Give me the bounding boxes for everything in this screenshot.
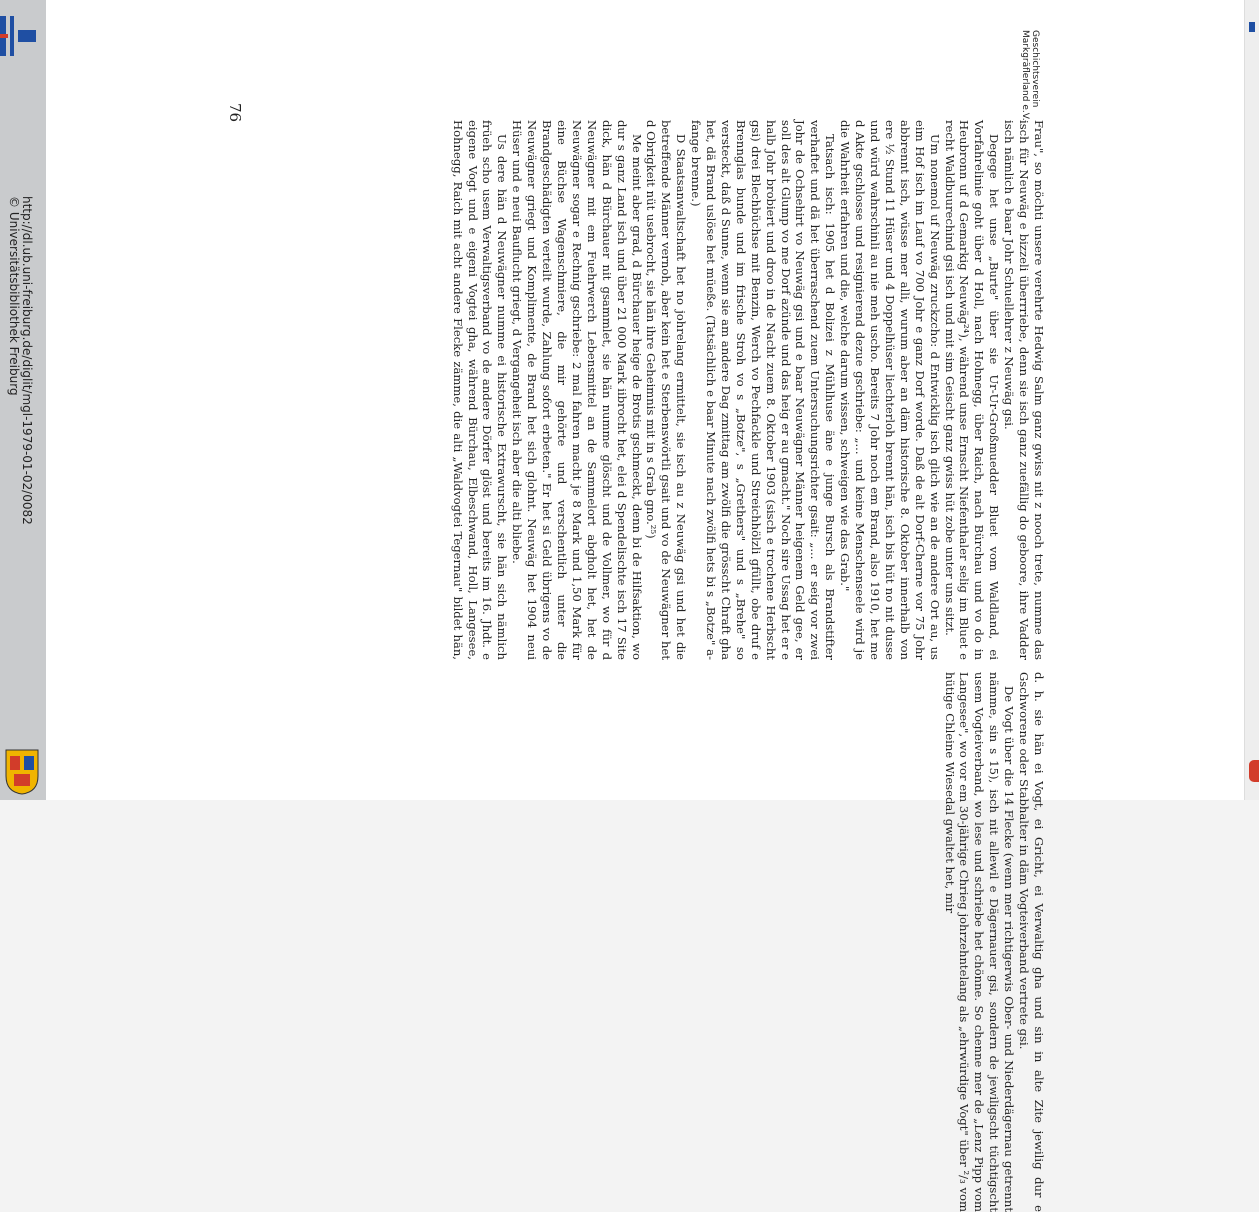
url-line[interactable]: http://dl.ub.uni-freiburg.de/diglit/mgl-1979-01-02/0082 — [20, 196, 34, 525]
flag-icon — [1249, 22, 1255, 32]
paragraph: D Staatsanwaltschaft het no johrelang ermittelt, sie isch au z Neuwäg gsi und het die betreffende Männer vernoh, aber kein het e Sterbenswörtli gsait und vo de Neuwägner het d Obrigkeit nüt usebrocht, sie hän ihre Geheimnis mit in s Grab gno.²⁵) — [644, 120, 689, 660]
paragraph: Me meint aber grad, d Bürchauer heige de Brotis gschmeckt, denn bi de Hilfsaktion, wo dur s ganz Land isch und über 21 000 Mark iibrocht het, elei d Spendelischte isch 17 Site dick, hän d Bürchauer nit gsammlet, sie hän numme glöscht und de Vollmer, wo für d Neuwägner mit em Fuehrwerch Lebensmittel an de Sammelort abgholt het, het de Neuwägner sogar e Rechnig gschriebe: 2 mal fahren macht je 8 Mark und 1,50 Mark für eine Büchse Wagenschmiere, die mir gehörte und verschentlich unter die Brandgeschädigten verteilt wurde, Zahlung sofort erbeten." Er het si Geld übrigens vo de Neuwägner griegt und Komplimente, de Brand het sich glohnt. Neuwäg het 1904 neui Hüser und e neui Bauflucht griegt, d Vergangeheit isch aber die alti bliebe. — [510, 120, 644, 660]
society-name: Geschichtsverein Markgräflerland e.V. — [1020, 30, 1040, 121]
copyright-line: © Universitätsbibliothek Freiburg — [7, 196, 21, 396]
seal-icon — [1249, 760, 1259, 782]
paragraph: Um nonemol uf Neuwäg zruckzcho: d Entwicklig isch glich wie an de andere Ort au, us eim Hof isch im Lauf vo 700 Johr e ganz Dorf worde. Daß de alt Dorf-Cherne vor 75 Johr abbrennt isch, wüsse mer alli, wurum aber an däm historische 8. Oktober innerhalb von ere ½ Stund 11 Hüser und 4 Doppelhüser liechterloh brennt hän, isch bis hüt no nit dusse und würd wahrschinli au nie meh uscho. Bereits 7 Johr noch em Brand, also 1910, het me d Akte gschlosse und resignierend dezue gschriebe: „... und keine Menschenseele wird je die Wahrheit erfahren und die, welche darum wissen, schweigen wie das Grab." — [838, 120, 942, 660]
paragraph: Frau", so möchti unsere verehrte Hedwig Salm ganz gwiss nit z nooch trete, numme das isch für Neuwäg e bizzeli überrriebe, denn sie isch ganz zuefällig do geboore, ihre Vadder isch nämlich e baar Johr Schuellehrer z Neuwäg gsi. — [1002, 120, 1046, 660]
university-logo-icon — [0, 14, 38, 58]
society-crest-icon — [4, 748, 40, 796]
paragraph: Tatsach isch: 1905 het d Bolizei z Mühlhuse äne e junge Bursch als Brandstifter verhaftet und dä het überraschend zuem Untersuchungsrichter gsait: „... er seig vor zwei Johr de Ochsehirt vo Neuwäg gsi und e baar Neuwägner Männer heigenem Geld gee, er soll des alt Glump vo me Dorf azünde und das heig er au gmacht." Noch sire Ussag het er e halb Johr brobiert und droo in de Nacht zuem 8. Oktober 1903 (sisch e trochene Herbscht gsi) drei Blechbüchse mit Benzin, Werch vo Pechfackle und Streichhölzli gfüllt, obe druf e Brennglas bunde und im frische Stroh vo s „Botze", s „Grethers" und s „Brehe" so versteckt, daß d Sunne, wenn sie am andere Dag zmittag am zwölfi die grösscht Chraft gha het, dä Brand uslöse het müeße. (Tatsächlich e baar Minute nach zwölfi hets bi s „Botze" a-fange brenne.) — [689, 120, 838, 660]
viewer-sidebar — [0, 0, 46, 800]
paragraph: Us dere hän d Neuwägner numme ei historische Extrawurscht, sie hän sich nämlich früeh scho usem Verwaltigsverband vo de andere Dörfer glöst und bereits im 16. Jhdt. e eigene Vogt und e eigeni Vogtei gha, während Bürchau, Elbeschwand, Holl, Langesee, Hohnegg, Raich mit acht andere Flecke zämme, die alti „Waldvogtei Tegernau" bildet hän, d. h. sie hän ei Vogt, ei Gricht, ei Verwaltig gha und sin in alte Zite jewilig dur e Gschworene oder Stabhalter in däm Vogteiverband vertrete gsi. — [450, 120, 1046, 1212]
viewer-right-edge — [1244, 0, 1259, 800]
page-number: 76 — [226, 103, 244, 123]
page-text — [426, 120, 1046, 1212]
paragraph: Degege het unse „Burte" über sie Ur-Ur-Großmuedder Bluet vom Waldland, ei Vorfahrelinie goht über d Holl, nach Hohnegg, über Raich, nach Bürchau und vo do in Heubronn uf d Gemarkig Neuwäg²⁴), während unse Ernscht Niefenthaler selig im Bluet e recht Waldbuurechind gsi isch und mit sim Geischt ganz gwiss hüt zobe unter uns sitzt. — [942, 120, 1002, 660]
scanned-page — [46, 0, 1259, 1212]
paragraph: De Vogt über die 14 Flecke (wenn mer richtigerwis Ober- und Niederdägernau getrennt nämme, sin s 15), isch nit allewil e Dägernauer gsi, sondern de jewiligscht tüchtigscht usem Vogteiverband, wo lese und schriebe het chönne. So chenne mer de „Lenz Pipp vom Langesee", wo vor em 30-jährige Chrieg johrzehntelang als „ehrwürdige Vogt" über ²/₃ vom hütige Chleine Wiesedal gwaltet het, mir — [942, 672, 1017, 1212]
document-url[interactable] — [4, 196, 34, 636]
